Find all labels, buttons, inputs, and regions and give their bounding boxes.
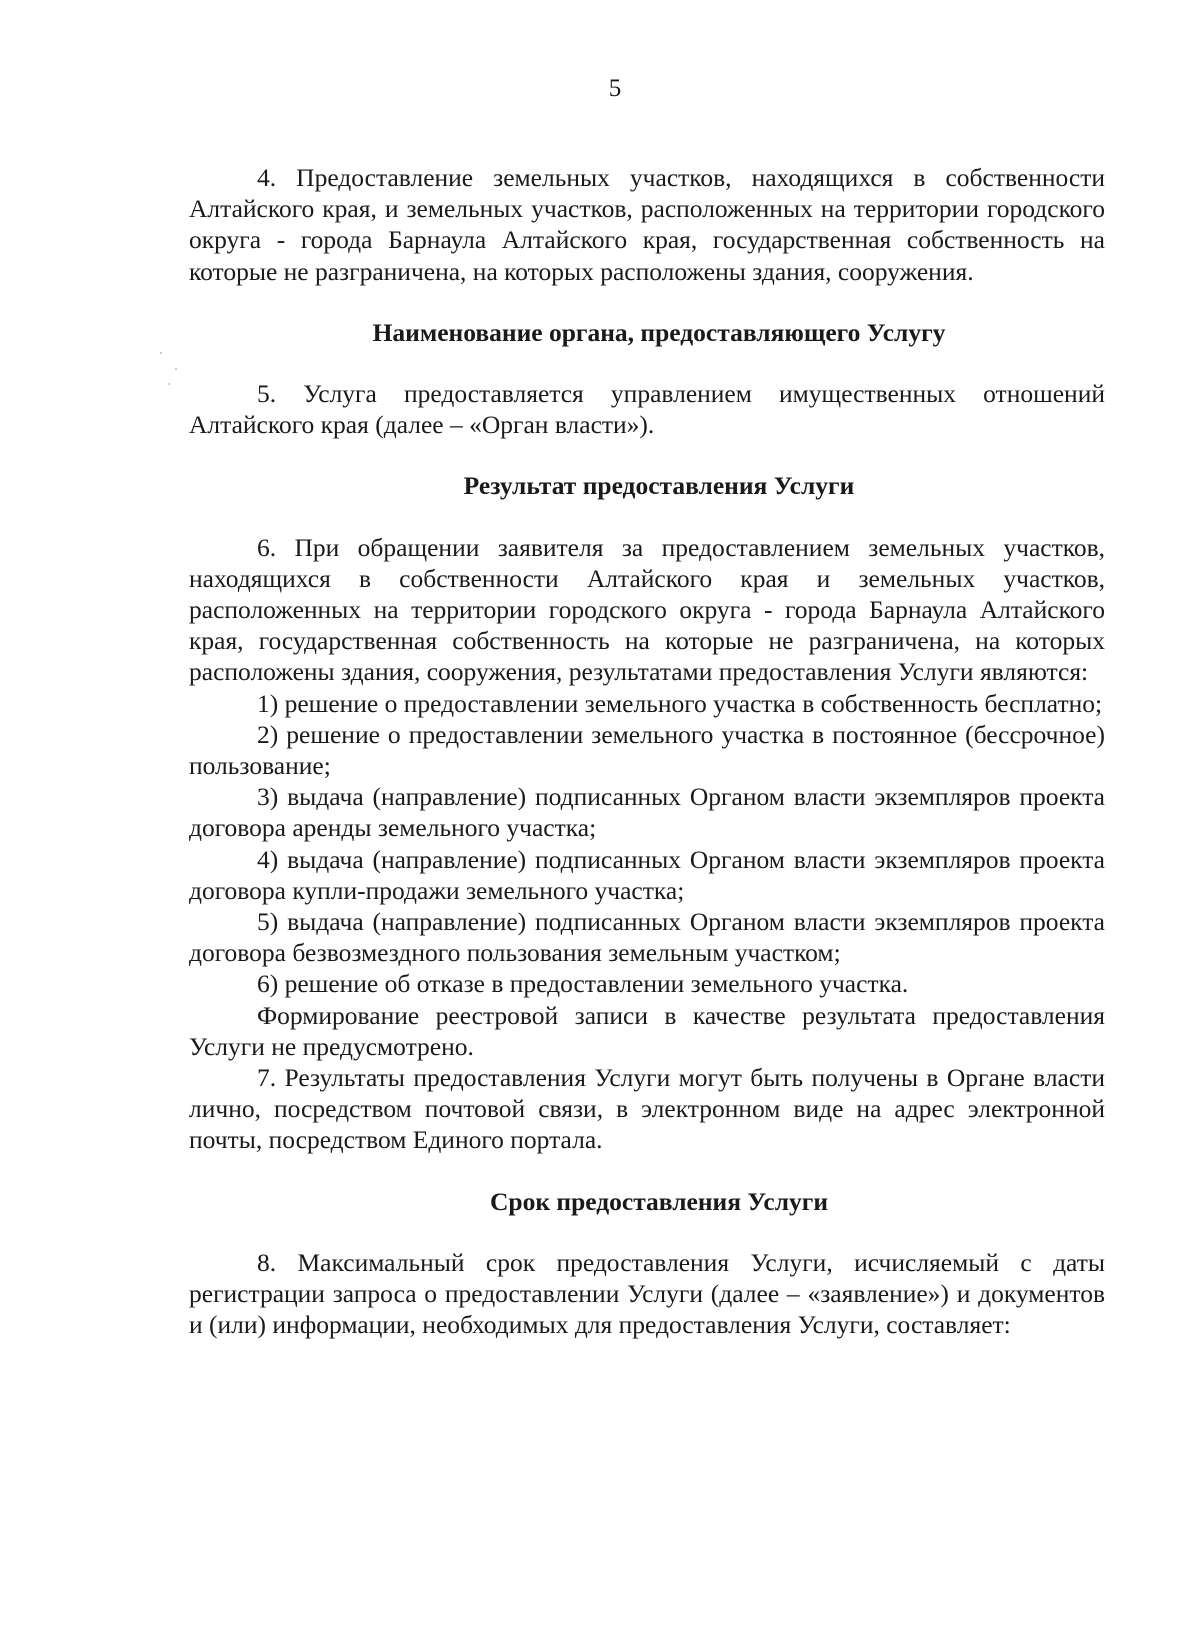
heading-service-authority: Наименование органа, предоставляющего Услугу xyxy=(372,317,946,347)
heading-service-result: Результат предоставления Услуги xyxy=(463,471,855,501)
scan-speck xyxy=(160,352,162,354)
scan-speck xyxy=(175,368,177,370)
paragraph-4: 4. Предоставление земельных участков, находящихся в собственности Алтайского края, и земельных участков, расположенных на территории городского округа - города Барнаула Алтайского края, государственная собственность на которые не разграничена, на которых расположены здания, сооружения. xyxy=(189,163,1105,286)
heading-service-term: Срок предоставления Услуги xyxy=(489,1186,829,1216)
list-item-3: 3) выдача (направление) подписанных Органом власти экземпляров проекта договора аренды земельного участка; xyxy=(189,782,1105,843)
paragraph-registry-record: Формирование реестровой записи в качестве результата предоставления Услуги не предусмотрено. xyxy=(189,1000,1105,1061)
paragraph-8: 8. Максимальный срок предоставления Услуги, исчисляемый с даты регистрации запроса о предоставлении Услуги (далее – «заявление») и документов и (или) информации, необходимых для предоставления Услуги, составляет: xyxy=(189,1247,1105,1340)
paragraph-6: 6. При обращении заявителя за предоставлением земельных участков, находящихся в собственности Алтайского края и земельных участков, расположенных на территории городского округа - города Барнаула Алтайского края, государственная собственность на которые не разграничена, на которых расположены здания, сооружения, результатами предоставления Услуги являются: xyxy=(189,532,1105,687)
list-item-4: 4) выдача (направление) подписанных Органом власти экземпляров проекта договора купли-продажи земельного участка; xyxy=(189,844,1105,905)
list-item-2: 2) решение о предоставлении земельного участка в постоянное (бессрочное) пользование; xyxy=(189,719,1105,781)
list-item-1: 1) решение о предоставлении земельного участка в собственность бесплатно; xyxy=(257,688,1103,718)
paragraph-5: 5. Услуга предоставляется управлением имущественных отношений Алтайского края (далее – «Орган власти»). xyxy=(189,379,1105,440)
list-item-6: 6) решение об отказе в предоставлении земельного участка. xyxy=(257,969,909,999)
scan-speck xyxy=(168,383,170,385)
document-body xyxy=(189,162,1105,1341)
list-item-5: 5) выдача (направление) подписанных Органом власти экземпляров проекта договора безвозмездного пользования земельным участком; xyxy=(189,907,1105,968)
paragraph-7: 7. Результаты предоставления Услуги могут быть получены в Органе власти лично, посредством почтовой связи, в электронном виде на адрес электронной почты, посредством Единого портала. xyxy=(189,1063,1105,1155)
page-number: 5 xyxy=(608,75,622,102)
